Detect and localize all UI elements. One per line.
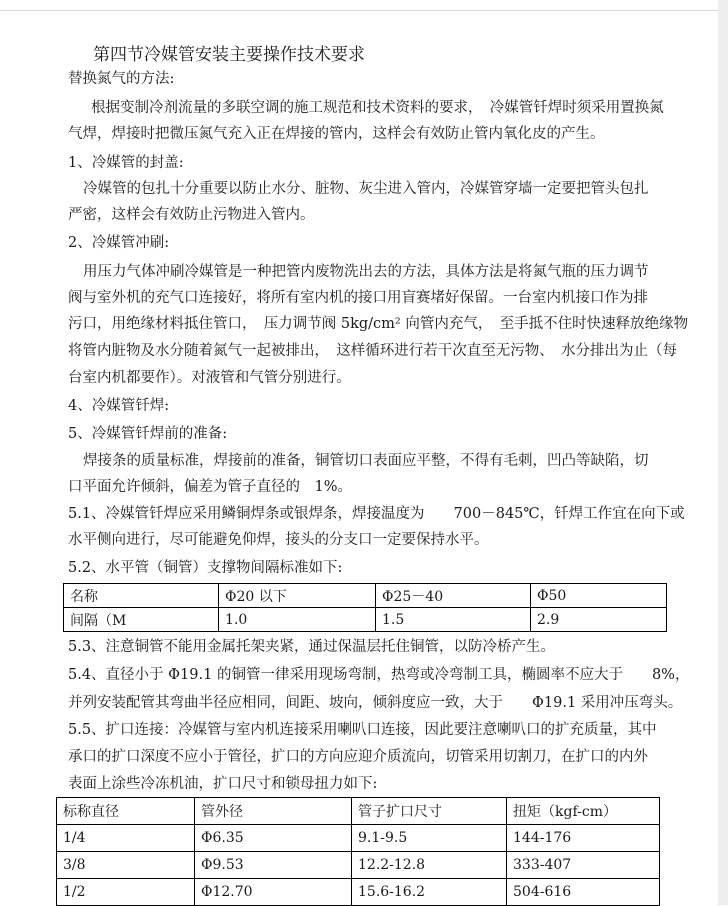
text-line: 并列安装配管其弯曲半径应相同，间距、坡向，倾斜度应一致，大于 Φ19.1 采用冲压弯头。 (68, 695, 683, 711)
table-cell: 1/4 (57, 825, 195, 852)
table-cell: 间隔（M (64, 608, 219, 632)
text-line: 将管内脏物及水分随着氮气一起被排出， 这样循环进行若干次直至无污物、 水分排出为止（每 (68, 343, 677, 359)
page-top-rule (0, 10, 728, 11)
text-line: 5.3、注意铜管不能用金属托架夹紧，通过保温层托住铜管，以防冷桥产生。 (68, 639, 556, 655)
table-cell: Φ20 以下 (219, 584, 376, 608)
text-line: 2、冷媒管冲刷: (68, 235, 170, 251)
text-line: 水平侧向进行，尽可能避免仰焊，接头的分支口一定要保持水平。 (68, 532, 489, 548)
table-row (64, 608, 667, 632)
text-line: 5.5、扩口连接：冷媒管与室内机连接采用喇叭口连接，因此要注意喇叭口的扩充质量，其中 (68, 722, 657, 738)
table-cell: 管子扩口尺寸 (352, 798, 507, 825)
text-line: 承口的扩口深度不应小于管径，扩口的方向应迎介质流向，切管采用切割刀，在扩口的内外 (68, 749, 648, 765)
text-line: 气焊，焊接时把微压氮气充入正在焊接的管内，这样会有效防止管内氧化皮的产生。 (68, 126, 605, 142)
page-right-edge (718, 0, 728, 905)
text-line: 表面上涂些冷冻机油，扩口尺寸和锁母扭力如下: (68, 776, 378, 792)
text-line: 1、冷媒管的封盖: (68, 155, 184, 171)
table-cell: 504-616 (507, 879, 660, 906)
table-cell: 3/8 (57, 852, 195, 879)
section-title: 第四节冷媒管安装主要操作技术要求 (93, 45, 365, 65)
text-line: 口平面允许倾斜，偏差为管子直径的 1%。 (68, 479, 353, 495)
table-cell: Φ25－40 (376, 584, 531, 608)
text-line: 根据变制冷剂流量的多联空调的施工规范和技术资料的要求， 冷媒管钎焊时须采用置换氮 (91, 100, 664, 116)
text-line: 冷媒管的包扎十分重要以防止水分、脏物、灰尘进入管内，冷媒管穿墙一定要把管头包扎 (83, 181, 649, 197)
text-line: 严密，这样会有效防止污物进入管内。 (68, 207, 315, 223)
table-cell: 9.1-9.5 (352, 825, 507, 852)
table-row (57, 852, 660, 879)
text-line: 阀与室外机的充气口连接好，将所有室内机的接口用盲赛堵好保留。一台室内机接口作为排 (68, 290, 648, 306)
table-cell: Φ50 (531, 584, 667, 608)
text-line: 5.2、水平管（铜管）支撑物间隔标准如下: (68, 560, 343, 576)
text-line: 用压力气体冲刷冷媒管是一种把管内废物洗出去的方法，具体方法是将氮气瓶的压力调节 (83, 264, 649, 280)
text-line: 污口，用绝缘材料抵住管口， 压力调节阀 5kg/cm² 向管内充气， 至手抵不住时快速释放绝缘物 (68, 316, 689, 332)
table-cell: 标称直径 (57, 798, 195, 825)
text-line: 5.1、冷媒管钎焊应采用鳞铜焊条或银焊条，焊接温度为 700－845℃，钎焊工作宜在向下或 (68, 506, 685, 522)
table-row (57, 825, 660, 852)
table-cell: 12.2-12.8 (352, 852, 507, 879)
table-cell: 144-176 (507, 825, 660, 852)
table-cell: 333-407 (507, 852, 660, 879)
text-line: 替换氮气的方法: (68, 71, 175, 87)
text-line: 5.4、直径小于 Φ19.1 的铜管一律采用现场弯制，热弯或冷弯制工具，椭圆率不应大于 8%， (68, 667, 690, 683)
table-cell: 管外径 (195, 798, 352, 825)
flare-torque-table (56, 797, 660, 906)
table-cell: 1.0 (219, 608, 376, 632)
text-line: 台室内机都要作）。对液管和气管分别进行。 (68, 370, 351, 386)
support-spacing-table (63, 583, 667, 632)
table-cell: Φ12.70 (195, 879, 352, 906)
table-row (57, 879, 660, 906)
table-cell: 1.5 (376, 608, 531, 632)
table-cell: 名称 (64, 584, 219, 608)
table-cell: 1/2 (57, 879, 195, 906)
table-cell: Φ6.35 (195, 825, 352, 852)
text-line: 焊接条的质量标准，焊接前的准备，铜管切口表面应平整，不得有毛刺，凹凸等缺陷，切 (83, 453, 649, 469)
table-cell: 15.6-16.2 (352, 879, 507, 906)
text-line: 4、冷媒管钎焊: (68, 398, 170, 414)
text-line: 5、冷媒管钎焊前的准备: (68, 426, 228, 442)
table-row (64, 584, 667, 608)
table-row (57, 798, 660, 825)
table-cell: 扭矩（kgf-cm） (507, 798, 660, 825)
table-cell: Φ9.53 (195, 852, 352, 879)
table-cell: 2.9 (531, 608, 667, 632)
